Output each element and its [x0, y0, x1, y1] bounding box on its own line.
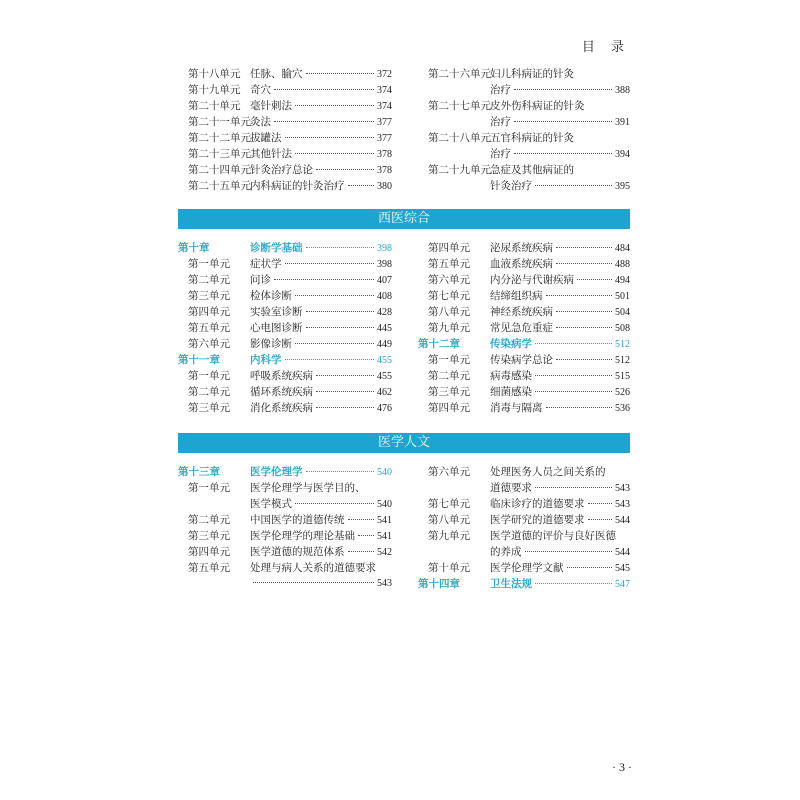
toc-page-number: 541	[377, 515, 392, 526]
toc-unit-label: 第二十一单元	[188, 116, 251, 128]
toc-unit-label: 第七单元	[428, 290, 470, 302]
toc-unit-label: 第二十单元	[188, 100, 241, 112]
toc-unit-label: 第一单元	[188, 482, 230, 494]
toc-entry-title: 诊断学基础	[250, 242, 303, 254]
toc-entry-title: 传染病学	[490, 338, 532, 350]
toc-leader-dots	[546, 295, 613, 296]
toc-entry-title: 医学道德的规范体系	[250, 546, 345, 558]
toc-entry-title: 问诊	[250, 274, 271, 286]
toc-entry	[418, 178, 630, 194]
section3-right-column	[418, 464, 630, 592]
toc-page-number: 395	[615, 181, 630, 192]
toc-page-number: 394	[615, 149, 630, 160]
toc-leader-dots	[274, 279, 374, 280]
toc-chapter-entry	[418, 576, 630, 592]
toc-page-number: 545	[615, 563, 630, 574]
toc-entry-title: 中国医学的道德传统	[250, 514, 345, 526]
toc-leader-dots	[525, 551, 613, 552]
toc-entry-title: 实验室诊断	[250, 306, 303, 318]
toc-page-number: 378	[377, 165, 392, 176]
toc-leader-dots	[556, 247, 612, 248]
toc-page-number: 428	[377, 307, 392, 318]
toc-unit-label: 第十三章	[178, 466, 220, 478]
toc-page-number: 372	[377, 69, 392, 80]
toc-unit-label: 第二十五单元	[188, 180, 251, 192]
section2-left-column	[178, 240, 392, 416]
toc-entry-title: 卫生法规	[490, 578, 532, 590]
toc-unit-label: 第十四章	[418, 578, 460, 590]
toc-entry-title: 妇儿科病证的针灸	[490, 68, 574, 80]
toc-entry-title: 医学研究的道德要求	[490, 514, 585, 526]
toc-chapter-entry	[178, 464, 392, 480]
toc-unit-label: 第四单元	[188, 306, 230, 318]
toc-entry-title: 治疗	[490, 116, 511, 128]
toc-entry-title: 常见急危重症	[490, 322, 553, 334]
toc-entry-title: 消化系统疾病	[250, 402, 313, 414]
toc-page-number: 547	[615, 579, 630, 590]
toc-unit-label: 第一单元	[188, 370, 230, 382]
toc-page-number: 476	[377, 403, 392, 414]
toc-entry-title: 灸法	[250, 116, 271, 128]
toc-entry-title: 医学伦理学的理论基础	[250, 530, 355, 542]
toc-page-number: 501	[615, 291, 630, 302]
toc-entry-title: 其他针法	[250, 148, 292, 160]
toc-unit-label: 第九单元	[428, 530, 470, 542]
toc-page-number: 398	[377, 243, 392, 254]
toc-page-number: 504	[615, 307, 630, 318]
toc-entry	[178, 336, 392, 352]
toc-entry-title: 病毒感染	[490, 370, 532, 382]
toc-unit-label: 第五单元	[188, 562, 230, 574]
toc-unit-label: 第四单元	[428, 242, 470, 254]
toc-entry	[178, 256, 392, 272]
toc-entry	[418, 288, 630, 304]
toc-entry	[418, 400, 630, 416]
toc-leader-dots	[546, 407, 613, 408]
toc-leader-dots	[588, 519, 613, 520]
toc-unit-label: 第三单元	[428, 386, 470, 398]
toc-unit-label: 第九单元	[428, 322, 470, 334]
toc-entry	[178, 480, 392, 496]
toc-unit-label: 第二单元	[188, 386, 230, 398]
toc-unit-label: 第十一章	[178, 354, 220, 366]
toc-entry	[418, 256, 630, 272]
toc-leader-dots	[295, 153, 374, 154]
toc-unit-label: 第十八单元	[188, 68, 241, 80]
toc-leader-dots	[348, 519, 375, 520]
toc-entry-title: 奇穴	[250, 84, 271, 96]
toc-leader-dots	[295, 105, 374, 106]
toc-entry	[418, 130, 630, 146]
toc-leader-dots	[514, 121, 612, 122]
toc-page-number: 455	[377, 371, 392, 382]
toc-entry-title: 心电图诊断	[250, 322, 303, 334]
toc-entry	[418, 384, 630, 400]
toc-page-number: 512	[615, 339, 630, 350]
toc-page-number: 512	[615, 355, 630, 366]
toc-leader-dots	[535, 375, 612, 376]
toc-entry-title: 检体诊断	[250, 290, 292, 302]
toc-unit-label: 第一单元	[188, 258, 230, 270]
toc-entry-title: 拔罐法	[250, 132, 282, 144]
toc-entry-title: 毫针刺法	[250, 100, 292, 112]
toc-entry	[178, 576, 392, 592]
toc-unit-label: 第八单元	[428, 306, 470, 318]
toc-page-number: 455	[377, 355, 392, 366]
toc-page-number: 540	[377, 499, 392, 510]
toc-entry	[418, 272, 630, 288]
toc-unit-label: 第十单元	[428, 562, 470, 574]
toc-page-number: 408	[377, 291, 392, 302]
toc-entry	[418, 320, 630, 336]
toc-entry-title: 临床诊疗的道德要求	[490, 498, 585, 510]
toc-entry-title: 内分泌与代谢疾病	[490, 274, 574, 286]
toc-page-number: 536	[615, 403, 630, 414]
toc-unit-label: 第二十七单元	[428, 100, 491, 112]
toc-leader-dots	[514, 89, 612, 90]
toc-leader-dots	[316, 375, 374, 376]
toc-entry	[178, 528, 392, 544]
toc-unit-label: 第十二章	[418, 338, 460, 350]
toc-header: 目 录	[581, 40, 630, 55]
toc-leader-dots	[306, 311, 375, 312]
toc-leader-dots	[535, 391, 612, 392]
toc-leader-dots	[535, 185, 612, 186]
toc-page-number: 488	[615, 259, 630, 270]
toc-entry	[418, 66, 630, 82]
toc-leader-dots	[556, 359, 612, 360]
toc-chapter-entry	[418, 336, 630, 352]
toc-leader-dots	[556, 311, 612, 312]
toc-page-number: 374	[377, 101, 392, 112]
toc-page-number: 484	[615, 243, 630, 254]
toc-page-number: 398	[377, 259, 392, 270]
toc-leader-dots	[295, 295, 374, 296]
toc-entry-title: 皮外伤科病证的针灸	[490, 100, 585, 112]
toc-entry-title: 泌尿系统疾病	[490, 242, 553, 254]
toc-entry-title: 医学伦理学	[250, 466, 303, 478]
toc-leader-dots	[514, 153, 612, 154]
toc-entry	[178, 178, 392, 194]
toc-entry-title: 针灸治疗总论	[250, 164, 313, 176]
toc-leader-dots	[285, 359, 375, 360]
toc-unit-label: 第三单元	[188, 402, 230, 414]
toc-leader-dots	[556, 327, 612, 328]
toc-entry	[418, 304, 630, 320]
toc-unit-label: 第七单元	[428, 498, 470, 510]
toc-entry	[178, 304, 392, 320]
toc-unit-label: 第十章	[178, 242, 210, 254]
toc-unit-label: 第六单元	[188, 338, 230, 350]
toc-entry	[178, 114, 392, 130]
toc-page-number: 462	[377, 387, 392, 398]
toc-unit-label: 第三单元	[188, 530, 230, 542]
toc-entry	[418, 496, 630, 512]
toc-entry-title: 循环系统疾病	[250, 386, 313, 398]
toc-entry-title: 五官科病证的针灸	[490, 132, 574, 144]
toc-leader-dots	[316, 407, 374, 408]
toc-entry-title: 神经系统疾病	[490, 306, 553, 318]
toc-unit-label: 第二单元	[188, 274, 230, 286]
toc-entry	[418, 480, 630, 496]
toc-leader-dots	[588, 503, 613, 504]
toc-unit-label: 第四单元	[188, 546, 230, 558]
toc-unit-label: 第二十九单元	[428, 164, 491, 176]
section-banner-western-medicine: 西医综合	[178, 209, 630, 229]
toc-leader-dots	[358, 535, 374, 536]
toc-leader-dots	[348, 185, 375, 186]
toc-entry-title: 内科病证的针灸治疗	[250, 180, 345, 192]
toc-unit-label: 第三单元	[188, 290, 230, 302]
toc-unit-label: 第五单元	[188, 322, 230, 334]
toc-entry-title: 结缔组织病	[490, 290, 543, 302]
toc-entry	[178, 98, 392, 114]
toc-entry-title: 的养成	[490, 546, 522, 558]
toc-page-number: 494	[615, 275, 630, 286]
toc-unit-label: 第四单元	[428, 402, 470, 414]
toc-leader-dots	[348, 551, 375, 552]
toc-unit-label: 第五单元	[428, 258, 470, 270]
toc-entry	[418, 240, 630, 256]
toc-page-number: 407	[377, 275, 392, 286]
toc-page-number: 515	[615, 371, 630, 382]
toc-unit-label: 第八单元	[428, 514, 470, 526]
toc-entry	[178, 288, 392, 304]
toc-entry-title: 针灸治疗	[490, 180, 532, 192]
toc-page-number: 544	[615, 515, 630, 526]
toc-entry	[178, 162, 392, 178]
toc-entry	[178, 66, 392, 82]
section3-left-column	[178, 464, 392, 592]
toc-entry	[418, 560, 630, 576]
toc-entry	[178, 82, 392, 98]
toc-leader-dots	[306, 73, 375, 74]
toc-page-number: 543	[377, 578, 392, 589]
toc-entry-title: 血液系统疾病	[490, 258, 553, 270]
toc-leader-dots	[253, 582, 374, 583]
toc-entry-title: 呼吸系统疾病	[250, 370, 313, 382]
toc-entry	[418, 82, 630, 98]
toc-leader-dots	[316, 169, 374, 170]
toc-page-number: 526	[615, 387, 630, 398]
toc-entry	[418, 114, 630, 130]
toc-entry	[178, 544, 392, 560]
toc-unit-label: 第六单元	[428, 274, 470, 286]
toc-entry	[418, 544, 630, 560]
toc-page-number: 544	[615, 547, 630, 558]
toc-page-number: 377	[377, 133, 392, 144]
toc-entry-title: 细菌感染	[490, 386, 532, 398]
toc-entry	[418, 146, 630, 162]
toc-page-number: 378	[377, 149, 392, 160]
toc-entry	[178, 512, 392, 528]
toc-entry-title: 治疗	[490, 148, 511, 160]
toc-entry	[178, 272, 392, 288]
section2-right-column	[418, 240, 630, 416]
toc-entry-title: 急症及其他病证的	[490, 164, 574, 176]
toc-page-number: 445	[377, 323, 392, 334]
toc-leader-dots	[535, 343, 612, 344]
toc-entry-title: 处理医务人员之间关系的	[490, 466, 606, 478]
toc-entry	[418, 512, 630, 528]
toc-page-number: 542	[377, 547, 392, 558]
toc-entry	[178, 368, 392, 384]
toc-leader-dots	[295, 503, 374, 504]
toc-page-number: 380	[377, 181, 392, 192]
section1-left-column	[178, 66, 392, 194]
toc-entry	[178, 560, 392, 576]
toc-entry-title: 症状学	[250, 258, 282, 270]
toc-chapter-entry	[178, 240, 392, 256]
toc-page-number: 374	[377, 85, 392, 96]
section1-right-column	[418, 66, 630, 194]
page-number: · 3 ·	[612, 760, 632, 774]
toc-entry	[178, 130, 392, 146]
toc-entry-title: 传染病学总论	[490, 354, 553, 366]
toc-page-number: 543	[615, 483, 630, 494]
toc-entry-title: 道德要求	[490, 482, 532, 494]
toc-leader-dots	[274, 121, 374, 122]
toc-entry	[178, 320, 392, 336]
toc-page-number: 449	[377, 339, 392, 350]
toc-entry	[418, 98, 630, 114]
toc-page-number: 543	[615, 499, 630, 510]
toc-entry	[418, 528, 630, 544]
toc-entry-title: 任脉、腧穴	[250, 68, 303, 80]
toc-unit-label: 第二十八单元	[428, 132, 491, 144]
toc-leader-dots	[306, 327, 375, 328]
toc-unit-label: 第一单元	[428, 354, 470, 366]
toc-unit-label: 第二单元	[188, 514, 230, 526]
toc-leader-dots	[274, 89, 374, 90]
toc-leader-dots	[295, 343, 374, 344]
toc-leader-dots	[306, 471, 375, 472]
toc-entry-title: 医学模式	[250, 498, 292, 510]
toc-page-number: 508	[615, 323, 630, 334]
toc-page-number: 391	[615, 117, 630, 128]
toc-unit-label: 第二十六单元	[428, 68, 491, 80]
toc-entry-title: 医学伦理学文献	[490, 562, 564, 574]
toc-unit-label: 第六单元	[428, 466, 470, 478]
toc-entry-title: 消毒与隔离	[490, 402, 543, 414]
toc-entry-title: 医学道德的评价与良好医德	[490, 530, 616, 542]
toc-unit-label: 第十九单元	[188, 84, 241, 96]
toc-entry	[178, 384, 392, 400]
toc-page-number: 377	[377, 117, 392, 128]
toc-chapter-entry	[178, 352, 392, 368]
toc-page-number: 388	[615, 85, 630, 96]
toc-leader-dots	[285, 137, 375, 138]
toc-entry	[418, 352, 630, 368]
toc-entry	[418, 464, 630, 480]
toc-unit-label: 第二十三单元	[188, 148, 251, 160]
toc-leader-dots	[567, 567, 613, 568]
toc-entry	[178, 146, 392, 162]
toc-entry	[178, 400, 392, 416]
toc-entry-title: 内科学	[250, 354, 282, 366]
toc-entry-title: 影像诊断	[250, 338, 292, 350]
toc-leader-dots	[556, 263, 612, 264]
toc-entry-title: 医学伦理学与医学目的、	[250, 482, 366, 494]
toc-entry	[178, 496, 392, 512]
toc-unit-label: 第二十四单元	[188, 164, 251, 176]
toc-leader-dots	[577, 279, 612, 280]
toc-page-number: 541	[377, 531, 392, 542]
toc-page-number: 540	[377, 467, 392, 478]
toc-leader-dots	[285, 263, 375, 264]
toc-entry-title: 治疗	[490, 84, 511, 96]
toc-leader-dots	[535, 583, 612, 584]
toc-leader-dots	[306, 247, 375, 248]
toc-leader-dots	[535, 487, 612, 488]
toc-unit-label: 第二十二单元	[188, 132, 251, 144]
section-banner-medical-humanities: 医学人文	[178, 433, 630, 453]
toc-leader-dots	[316, 391, 374, 392]
toc-entry	[418, 162, 630, 178]
toc-entry-title: 处理与病人关系的道德要求	[250, 562, 376, 574]
toc-entry	[418, 368, 630, 384]
toc-unit-label: 第二单元	[428, 370, 470, 382]
